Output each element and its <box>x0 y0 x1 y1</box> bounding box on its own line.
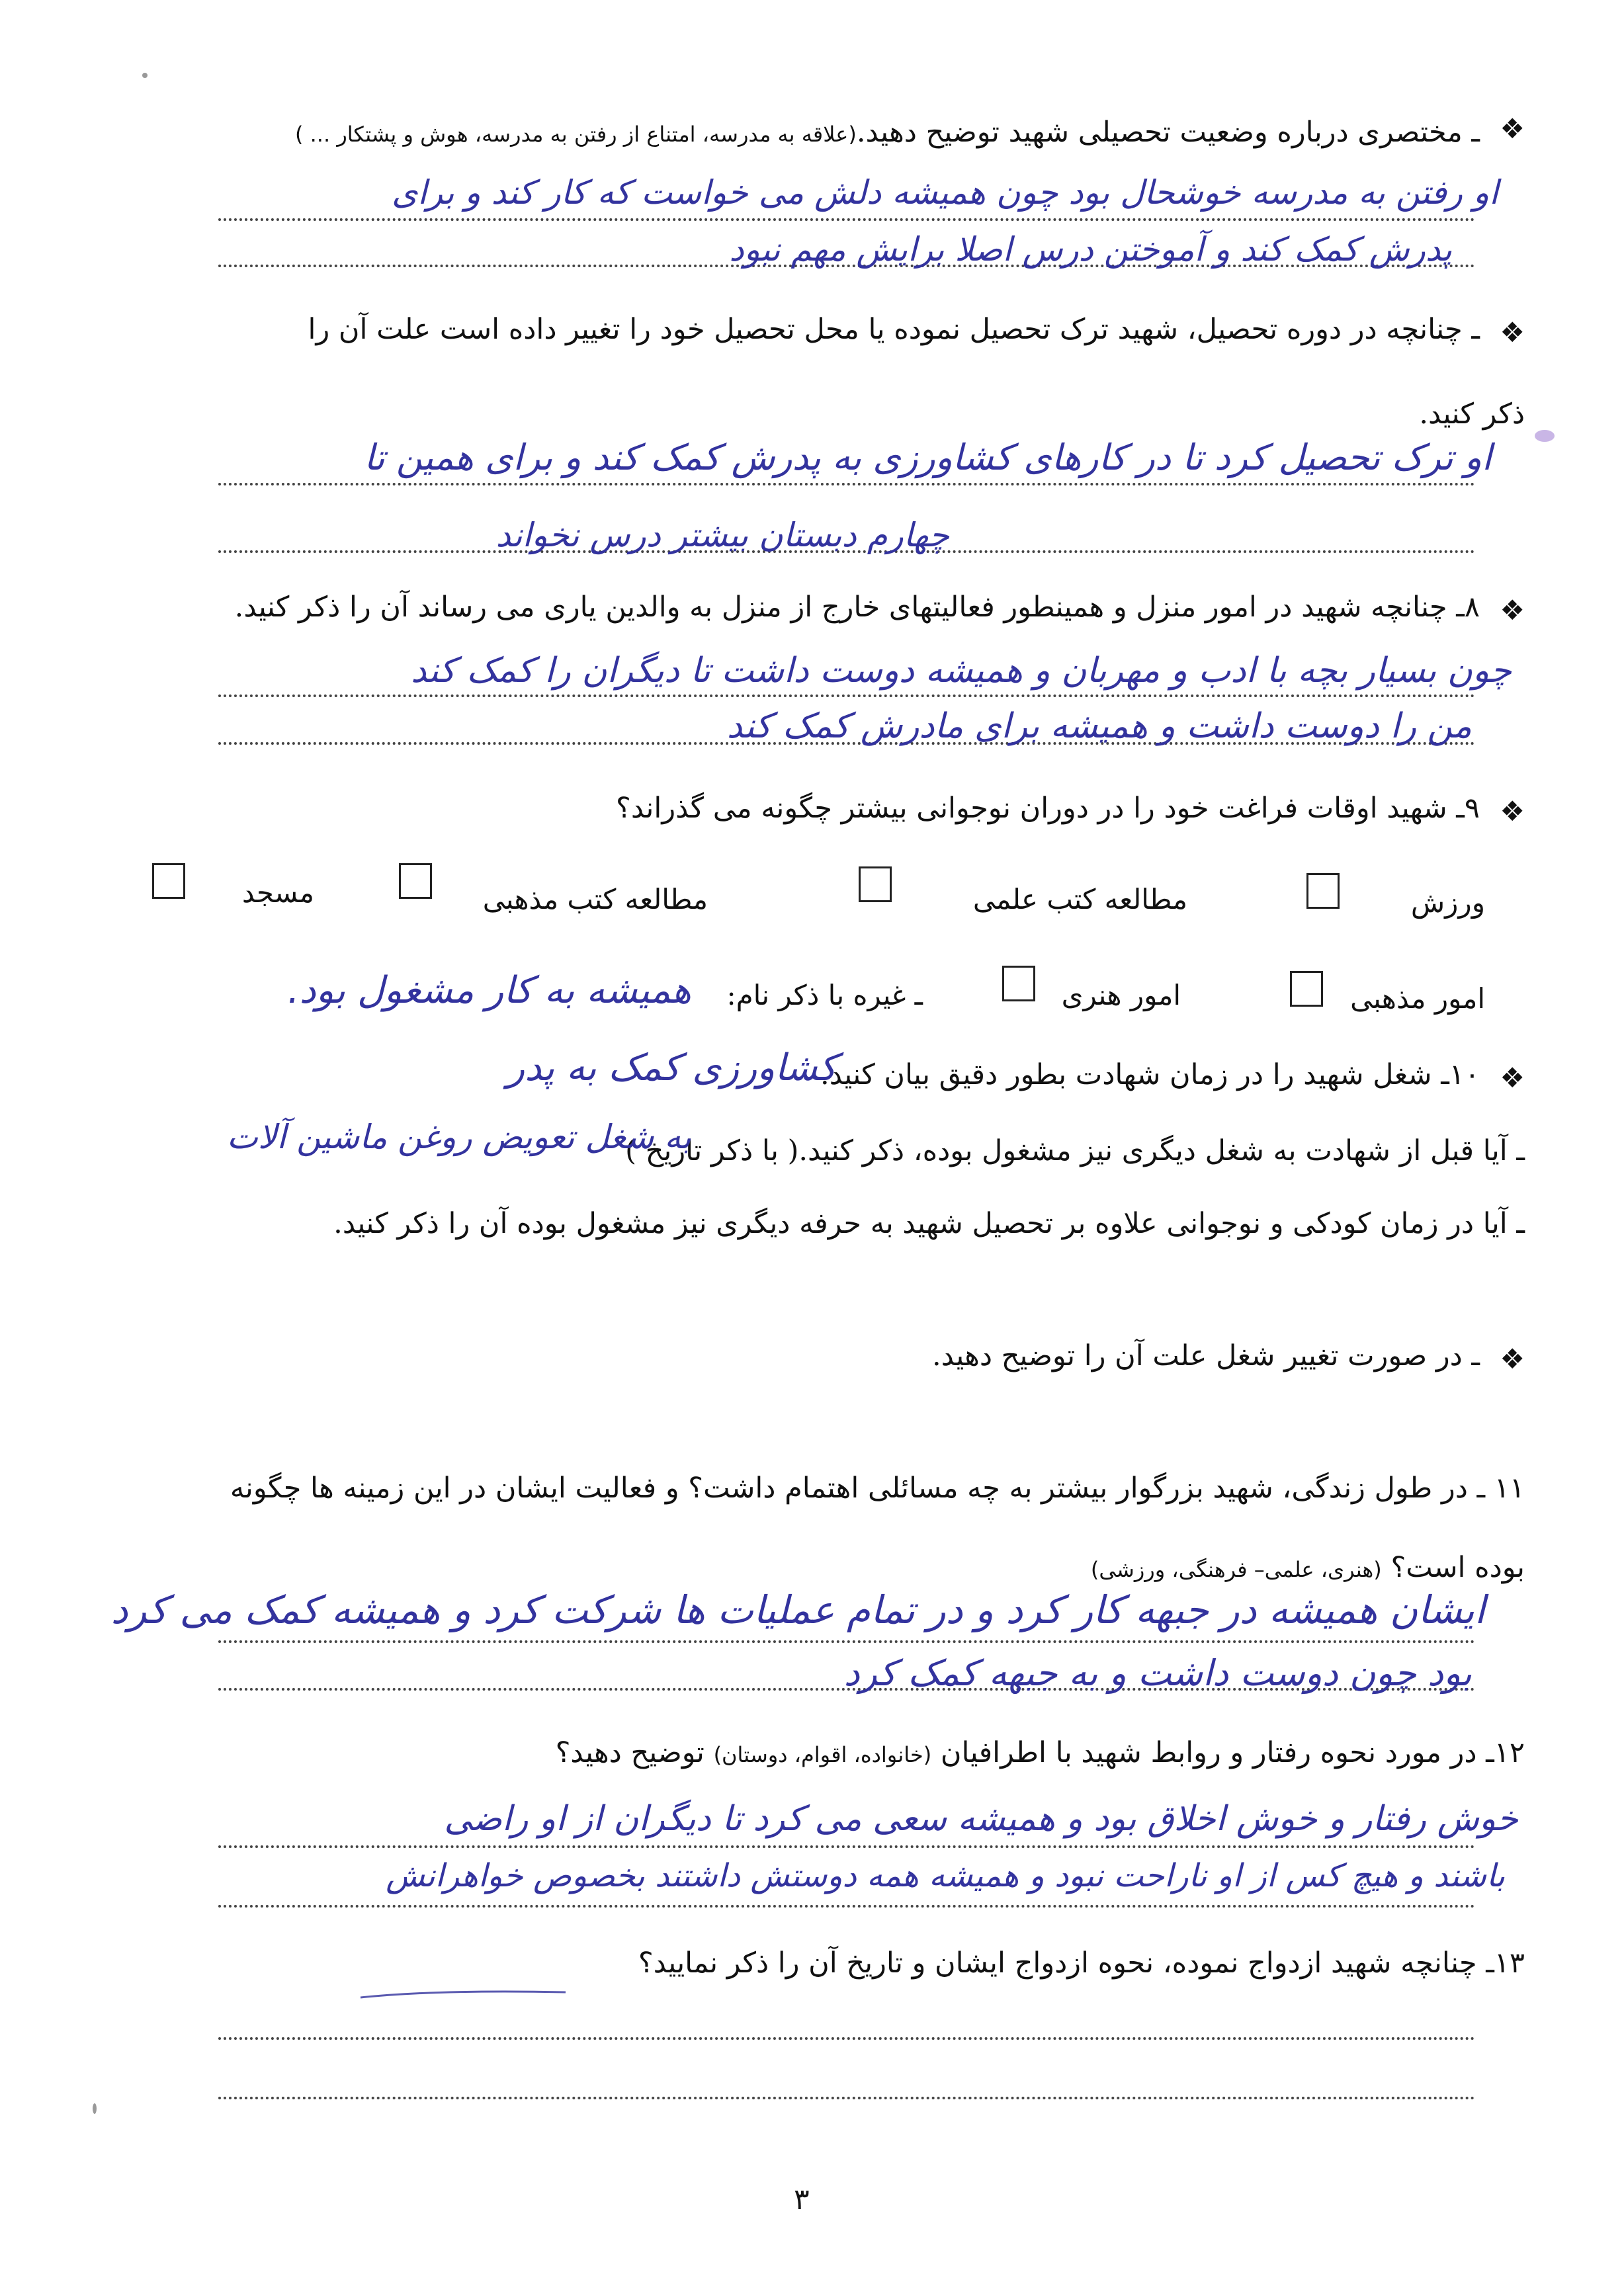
handwritten-answer-q7-1: او ترک تحصیل کرد تا در کارهای کشاورزی به پدرش کمک کند و برای همین تا <box>364 437 1492 478</box>
question-13: ۱۳ـ چنانچه شهید ازدواج نموده، نحوه ازدواج ایشان و تاریخ آن را ذکر نمایید؟ <box>638 1947 1525 1980</box>
question-6-text: ـ مختصری درباره وضعیت تحصیلی شهید توضیح دهید. <box>856 116 1480 149</box>
checkbox-religious-affairs[interactable] <box>1290 971 1323 1007</box>
scan-speck <box>93 2103 97 2114</box>
handwritten-answer-q8-2: من را دوست داشت و همیشه برای مادرش کمک کند <box>726 706 1472 746</box>
question-11-line1: ۱۱ ـ در طول زندگی، شهید بزرگوار بیشتر به چه مسائلی اهتمام داشت؟ و فعالیت ایشان در این زمینه ها چگونه <box>230 1472 1525 1505</box>
handwritten-answer-q11-2: بود چون دوست داشت و به جبهه کمک کرد <box>843 1652 1472 1694</box>
question-7-line2: ذکر کنید. <box>1419 398 1525 431</box>
answer-line <box>218 1845 1475 1848</box>
handwritten-answer-q10-sub1: به شغل تعویض روغن ماشین آلات <box>226 1118 691 1156</box>
option-science-books: مطالعه کتب علمی <box>972 883 1187 915</box>
bullet-q7: ❖ <box>1500 316 1525 349</box>
question-10-sub1: ـ آیا قبل از شهادت به شغل دیگری نیز مشغول بوده، ذکر کنید.( با ذکر تاریخ ) <box>625 1134 1525 1167</box>
bullet-q10b: ❖ <box>1500 1343 1525 1375</box>
handwritten-answer-q6-2: پدرش کمک کند و آموختن درس اصلا برایش مهم نبود <box>729 230 1452 269</box>
question-6-note: (علاقه به مدرسه، امتناع از رفتن به مدرسه، هوش و پشتکار ... ) <box>294 122 857 147</box>
question-9: ۹ـ شهید اوقات فراغت خود را در دوران نوجوانی بیشتر چگونه می گذراند؟ <box>616 792 1480 825</box>
answer-line <box>218 218 1475 221</box>
question-10: ۱۰ـ شغل شهید را در زمان شهادت بطور دقیق بیان کنید. <box>820 1058 1480 1091</box>
question-10-sub2: ـ آیا در زمان کودکی و نوجوانی علاوه بر تحصیل شهید به حرفه دیگری نیز مشغول بوده آن را ذکر کنید. <box>333 1207 1525 1240</box>
bullet-q10: ❖ <box>1500 1062 1525 1094</box>
question-8: ۸ـ چنانچه شهید در امور منزل و همینطور فعالیتهای خارج از منزل به والدین یاری می رساند آن را ذکر کنید. <box>234 591 1480 624</box>
question-12-note: (خانواده، اقوام، دوستان) <box>713 1742 932 1767</box>
question-12-text-end: توضیح دهید؟ <box>555 1736 705 1769</box>
bullet-q8: ❖ <box>1500 594 1525 626</box>
handwritten-answer-q12-2: باشند و هیچ کس از او ناراحت نبود و همیشه همه دوستش داشتند بخصوص خواهرانش <box>386 1857 1505 1894</box>
answer-line <box>218 694 1475 697</box>
option-mosque: مسجد <box>241 876 314 909</box>
question-10b: ـ در صورت تغییر شغل علت آن را توضیح دهید. <box>931 1339 1480 1372</box>
checkbox-sport[interactable] <box>1306 873 1340 909</box>
question-11-note: (هنری، علمی– فرهنگی، ورزشی) <box>1090 1557 1382 1582</box>
question-11-line2-text: بوده است؟ <box>1390 1551 1525 1584</box>
page-number: ۳ <box>794 2183 810 2216</box>
checkbox-art-affairs[interactable] <box>1002 966 1035 1001</box>
bullet-q6: ❖ <box>1500 112 1525 145</box>
answer-line <box>218 2097 1475 2099</box>
answer-line <box>218 1640 1475 1643</box>
bullet-q9: ❖ <box>1500 795 1525 827</box>
scan-speck <box>1535 430 1555 442</box>
pen-stroke <box>357 1984 569 2004</box>
option-sport: ورزش <box>1410 886 1485 919</box>
option-art-affairs: امور هنری <box>1061 979 1181 1011</box>
checkbox-religious-books[interactable] <box>399 863 432 899</box>
handwritten-answer-q12-1: خوش رفتار و خوش اخلاق بود و همیشه سعی می کرد تا دیگران از او راضی <box>444 1799 1518 1839</box>
question-6 <box>295 112 1480 154</box>
answer-line <box>218 1905 1475 1908</box>
checkbox-science-books[interactable] <box>859 866 892 902</box>
answer-line <box>218 2037 1475 2040</box>
checkbox-mosque[interactable] <box>152 863 185 899</box>
handwritten-answer-q8-1: چون بسیار بچه با ادب و مهربان و همیشه دوست داشت تا دیگران را کمک کند <box>411 651 1512 691</box>
handwritten-answer-q9-other: همیشه به کار مشغول بود. <box>287 969 691 1012</box>
question-7-line1: ـ چنانچه در دوره تحصیل، شهید ترک تحصیل نموده یا محل تحصیل خود را تغییر داده است علت آن را <box>308 313 1480 346</box>
handwritten-answer-q10: کشاورزی کمک به پدر <box>507 1046 837 1089</box>
handwritten-answer-q11-1: ایشان همیشه در جبهه کار کرد و در تمام عملیات ها شرکت کرد و همیشه کمک می کرد <box>110 1587 1485 1632</box>
question-12-text: ۱۲ـ در مورد نحوه رفتار و روابط شهید با اطرافیان <box>940 1736 1525 1769</box>
question-11-line2 <box>1091 1548 1525 1589</box>
handwritten-answer-q7-2: چهارم دبستان بیشتر درس نخواند <box>495 516 949 554</box>
handwritten-answer-q6-1: او رفتن به مدرسه خوشحال بود چون همیشه دلش می خواست که کار کند و برای <box>392 173 1498 212</box>
scan-speck <box>142 73 148 78</box>
option-religious-books: مطالعه کتب مذهبی <box>482 883 708 915</box>
option-other-label: ـ غیره با ذکر نام: <box>726 979 923 1011</box>
option-religious-affairs: امور مذهبی <box>1350 982 1485 1015</box>
answer-line <box>218 483 1475 485</box>
question-12 <box>556 1733 1525 1775</box>
